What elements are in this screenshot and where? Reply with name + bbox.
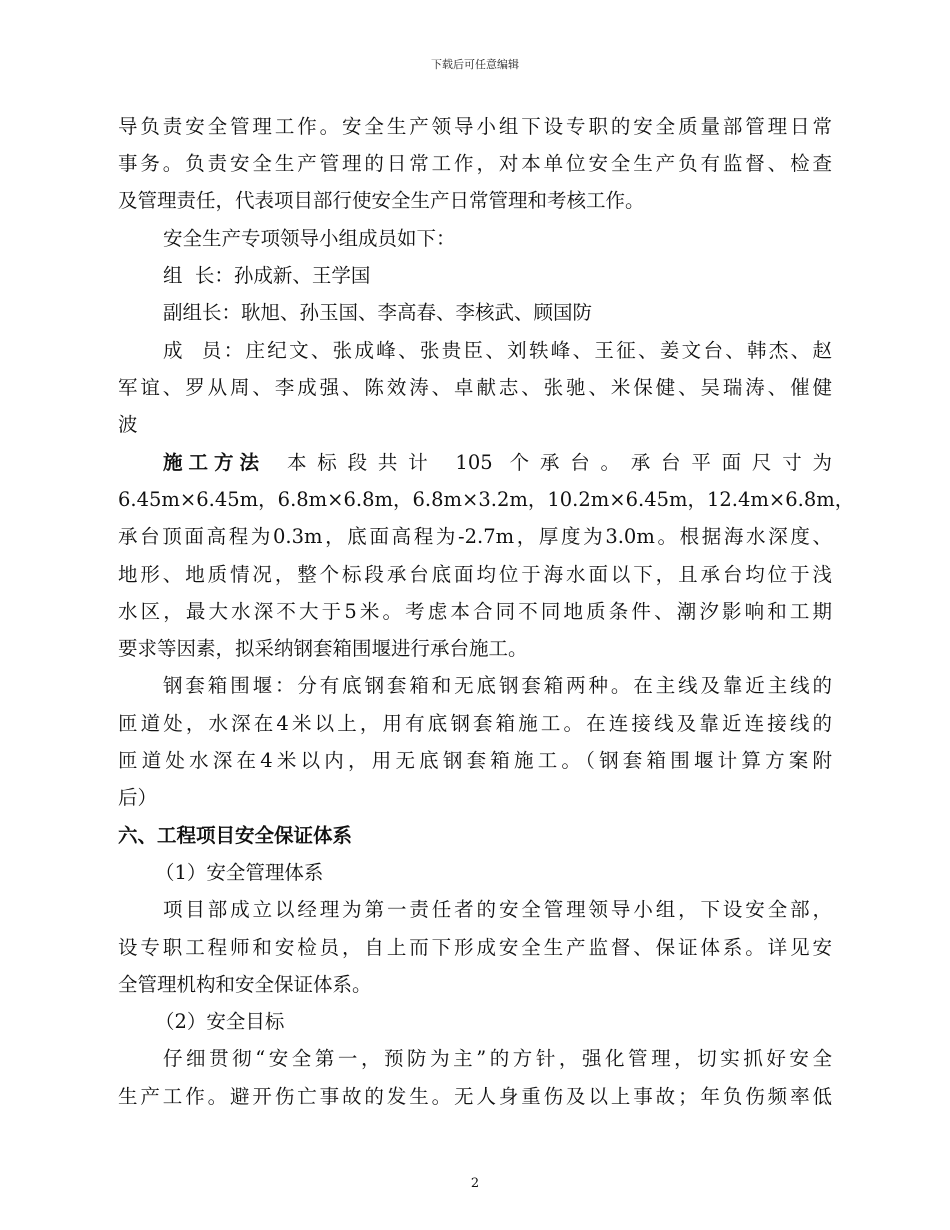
body-line: 副组长：耿旭、孙玉国、李高春、李核武、顾国防 bbox=[163, 301, 593, 324]
subheading-safety-management: （1）安全管理体系 bbox=[155, 861, 324, 884]
body-line: 组 长：孙成新、王学国 bbox=[163, 264, 371, 287]
body-line: 成 员：庄纪文、张成峰、张贵臣、刘轶峰、王征、姜文台、韩杰、赵 bbox=[163, 339, 832, 362]
page-number: 2 bbox=[470, 1176, 480, 1191]
body-line: 钢套箱围堰：分有底钢套箱和无底钢套箱两种。在主线及靠近主线的 bbox=[163, 674, 832, 697]
body-line: 后） bbox=[118, 786, 158, 809]
body-line: 承台顶面高程为0.3m，底面高程为-2.7m，厚度为3.0m。根据海水深度、 bbox=[118, 525, 832, 548]
body-line: 及管理责任，代表项目部行使安全生产日常管理和考核工作。 bbox=[118, 189, 645, 212]
subheading-safety-goals: （2）安全目标 bbox=[155, 1010, 285, 1033]
body-line: 匝道处，水深在4米以上，用有底钢套箱施工。在连接线及靠近连接线的 bbox=[118, 712, 832, 735]
section-heading-safety-system: 六、工程项目安全保证体系 bbox=[118, 824, 353, 847]
body-line: 生产工作。避开伤亡事故的发生。无人身重伤及以上事故；年负伤频率低 bbox=[118, 1085, 832, 1108]
body-line: 全管理机构和安全保证体系。 bbox=[118, 973, 372, 996]
body-line: 仔细贯彻“安全第一，预防为主”的方针，强化管理，切实抓好安全 bbox=[163, 1047, 832, 1070]
body-line: 匝道处水深在4米以内，用无底钢套箱施工。（钢套箱围堰计算方案附 bbox=[118, 749, 832, 772]
body-line: 事务。负责安全生产管理的日常工作，对本单位安全生产负有监督、检查 bbox=[118, 152, 832, 175]
body-line: 安全生产专项领导小组成员如下： bbox=[163, 227, 456, 250]
body-line: 要求等因素，拟采纳钢套箱围堰进行承台施工。 bbox=[118, 637, 528, 660]
section-heading-construction-method: 施工方法 bbox=[163, 451, 266, 474]
body-line: 水区，最大水深不大于5米。考虑本合同不同地质条件、潮汐影响和工期 bbox=[118, 600, 832, 623]
body-line: 6.45m×6.45m，6.8m×6.8m，6.8m×3.2m，10.2m×6.45m，12.4m×6.8m， bbox=[118, 488, 855, 511]
body-line: 项目部成立以经理为第一责任者的安全管理领导小组，下设安全部， bbox=[163, 898, 832, 921]
body-line: 波 bbox=[118, 413, 138, 436]
body-line: 导负责安全管理工作。安全生产领导小组下设专职的安全质量部管理日常 bbox=[118, 115, 832, 138]
body-line: 地形、地质情况，整个标段承台底面均位于海水面以下，且承台均位于浅 bbox=[118, 563, 832, 586]
body-line: 设专职工程师和安检员，自上而下形成安全生产监督、保证体系。详见安 bbox=[118, 936, 832, 959]
page-header: 下载后可任意编辑 bbox=[431, 58, 519, 71]
body-line: 本标段共计 105 个承台。承台平面尺寸为 bbox=[287, 451, 832, 474]
body-line: 军谊、罗从周、李成强、陈效涛、卓献志、张驰、米保健、吴瑞涛、催健 bbox=[118, 376, 832, 399]
